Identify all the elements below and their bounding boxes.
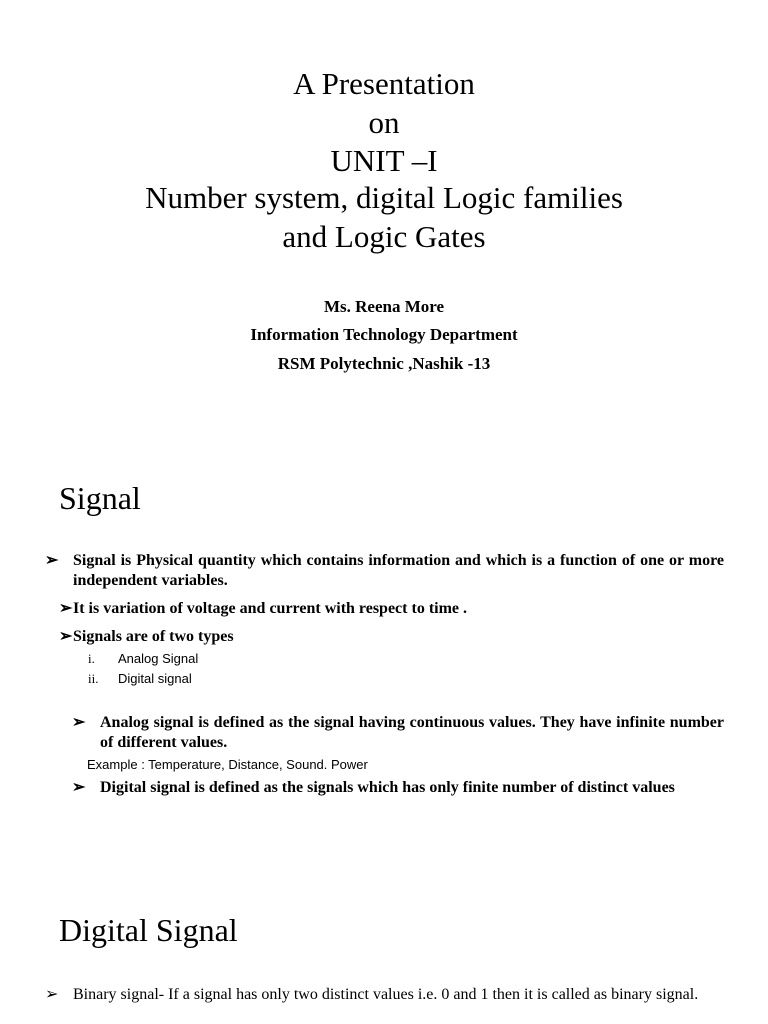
list-number: i. <box>88 651 95 666</box>
signal-type-label: Digital signal <box>118 671 192 686</box>
digital-definition <box>72 778 724 798</box>
signal-type-item <box>88 671 192 687</box>
analog-definition-text: Analog signal is defined as the signal having continuous values. They have infinite number of different values. <box>100 714 724 751</box>
digital-signal-heading: Digital Signal <box>59 912 238 948</box>
department: Information Technology Department <box>250 325 518 344</box>
title-line-4: Number system, digital Logic families <box>145 180 623 215</box>
example-text: Example : Temperature, Distance, Sound. Power <box>87 757 368 772</box>
bullet-item <box>59 599 467 619</box>
title-line-2: on <box>368 105 400 140</box>
arrow-bullet-icon: ➢ <box>45 986 59 1003</box>
title-line-5: and Logic Gates <box>282 219 486 254</box>
signal-heading: Signal <box>59 480 141 516</box>
signal-type-item <box>88 651 198 667</box>
title-line-3: UNIT –I <box>330 143 438 178</box>
author-name: Ms. Reena More <box>323 297 445 316</box>
signal-type-label: Analog Signal <box>118 651 199 666</box>
analog-definition <box>72 713 724 753</box>
digital-definition-text: Digital signal is defined as the signals which has only finite number of distinct values <box>100 779 675 796</box>
arrow-bullet-icon: ➢ <box>72 714 86 731</box>
arrow-bullet-icon: ➢ <box>59 600 73 617</box>
list-number: ii. <box>88 671 99 686</box>
arrow-bullet-icon: ➢ <box>72 779 86 796</box>
institute: RSM Polytechnic ,Nashik -13 <box>277 354 491 373</box>
bullet-text: Binary signal- If a signal has only two distinct values i.e. 0 and 1 then it is called as binary signal. <box>73 986 699 1003</box>
title-line-1: A Presentation <box>293 66 475 101</box>
bullet-item <box>59 627 234 647</box>
bullet-text: It is variation of voltage and current with respect to time . <box>73 600 468 617</box>
bullet-item <box>45 985 724 1005</box>
bullet-text: Signals are of two types <box>73 628 234 645</box>
bullet-item <box>45 551 724 591</box>
bullet-text: Signal is Physical quantity which contains information and which is a function of one or more independent variables. <box>73 552 724 589</box>
arrow-bullet-icon: ➢ <box>59 628 73 645</box>
arrow-bullet-icon: ➢ <box>45 552 59 569</box>
